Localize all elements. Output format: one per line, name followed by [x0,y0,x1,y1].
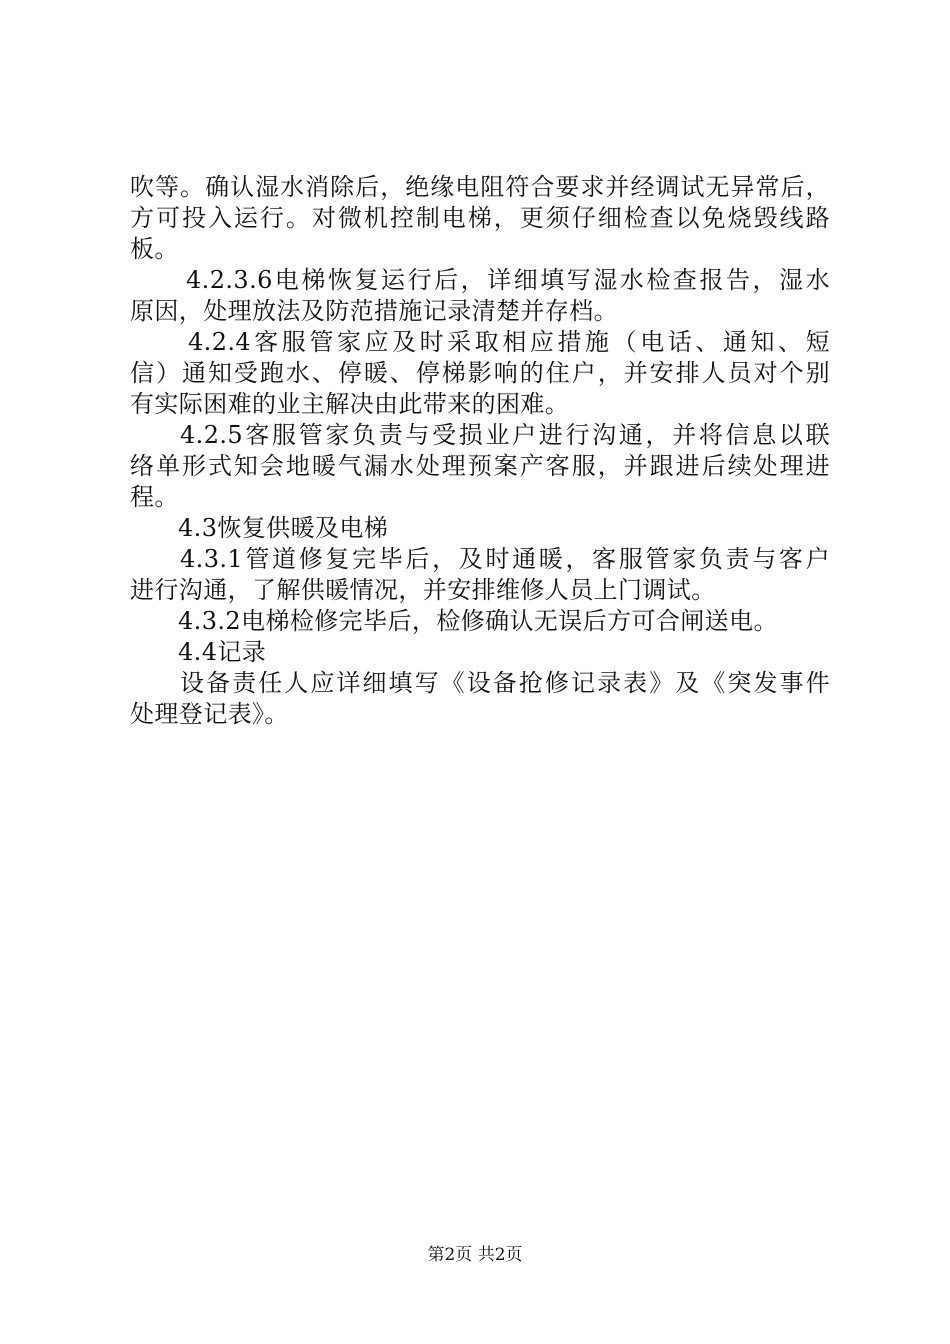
section-heading: 4.3恢复供暖及电梯 [178,514,389,542]
text-line: 进行沟通，了解供暖情况，并安排维修人员上门调试。 [130,576,716,604]
text-line: 信）通知受跑水、停暖、停梯影响的住户，并安排人员对个别 [130,359,830,387]
text-line: 4.3.2电梯检修完毕后，检修确认无误后方可合闸送电。 [178,607,778,635]
text-line: 方可投入运行。对微机控制电梯，更须仔细检查以免烧毁线路 [130,204,830,232]
text-line: 4.2.3.6电梯恢复运行后，详细填写湿水检查报告，湿水 [186,266,830,294]
text-line: 4.3.1管道修复完毕后，及时通暖，客服管家负责与客户 [180,545,830,573]
text-line: 设备责任人应详细填写《设备抢修记录表》及《突发事件 [180,669,830,697]
text-line: 处理登记表》。 [130,700,289,728]
text-line: 吹等。确认湿水消除后，绝缘电阻符合要求并经调试无异常后， [130,173,830,201]
text-line: 原因，处理放法及防范措施记录清楚并存档。 [130,297,618,325]
text-line: 4.2.5客服管家负责与受损业户进行沟通，并将信息以联 [180,421,830,449]
text-line: 络单形式知会地暖气漏水处理预案产客服，并跟进后续处理进 [130,452,830,480]
document-body [130,172,830,730]
text-line: 板。 [130,235,179,263]
text-line: 4.2.4客服管家应及时采取相应措施（电话、通知、短 [188,328,830,356]
text-line: 有实际困难的业主解决由此带来的困难。 [130,390,570,418]
text-line: 程。 [130,483,179,511]
page-number-footer: 第2页 共2页 [427,1245,523,1265]
section-heading: 4.4记录 [178,638,267,666]
